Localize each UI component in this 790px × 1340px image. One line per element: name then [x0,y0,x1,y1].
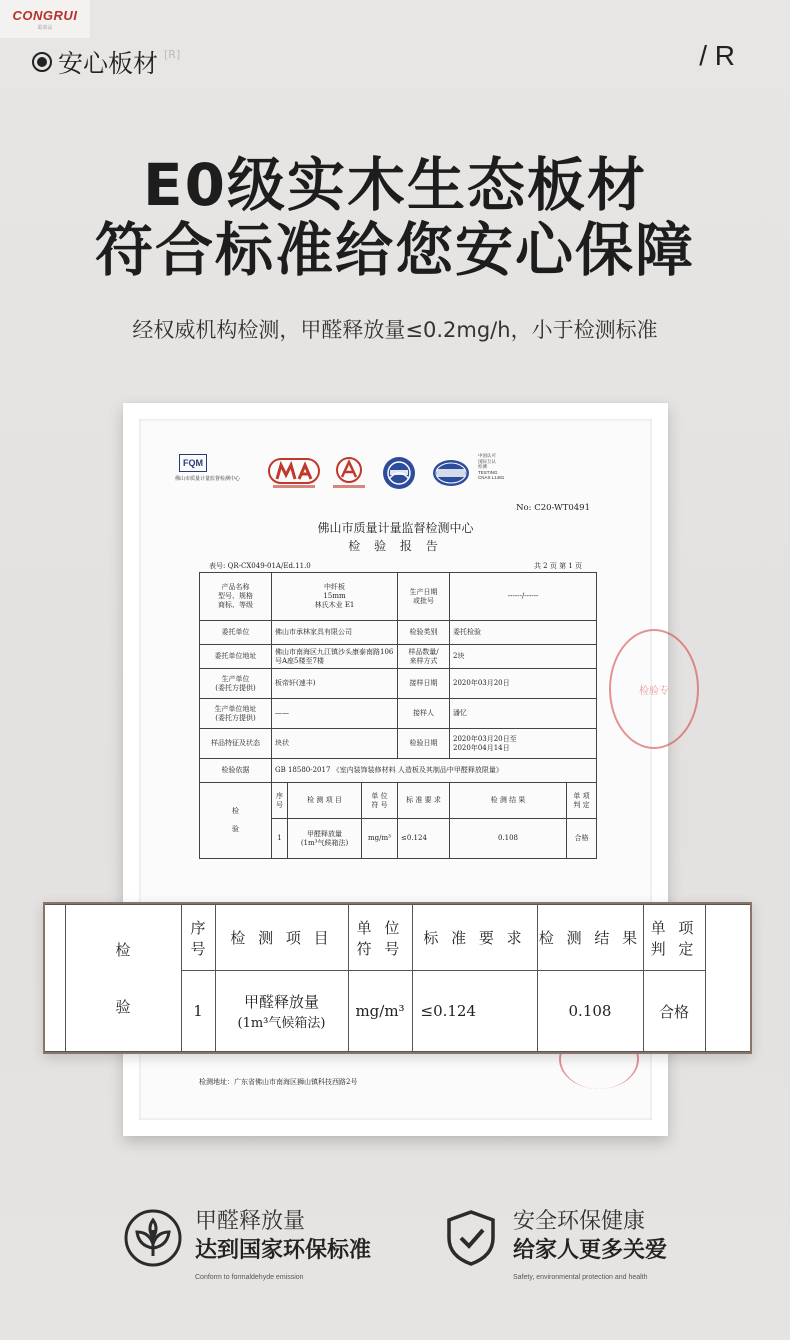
fqm-logo: FQM [179,454,207,472]
section-title: 安心板材 [58,49,159,78]
cell: 样品特征及状态 [200,729,272,759]
section-tag: [R] [164,47,181,61]
shield-check-icon [441,1208,501,1268]
feature-formaldehyde [123,1208,371,1281]
cell: 样品数量/ 来样方式 [398,645,450,669]
cell: 2020年03月20日至 2020年04月14日 [450,729,597,759]
headline-line2: 符合标准给您安心保障 [94,216,695,284]
zoom-item: 甲醛释放量 (1m³气候箱法) [215,971,348,1052]
zoom-result-label: 检 测 结 果 [537,905,643,971]
zoom-right-margin [705,905,750,1052]
zoom-inspect-cell: 检 验 [65,905,181,1052]
cell: GB 18580-2017 《室内装饰装修材料 人造板及其制品中甲醛释放限量》 [272,759,597,783]
cell: 检 测 结 果 [450,783,567,819]
zoom-seq: 1 [181,971,215,1052]
cell: 接样人 [398,699,450,729]
cell: ------/------ [450,573,597,621]
ilac-mra-logo-icon [381,455,417,491]
cell: 产品名称 型号、规格 商标、等级 [200,573,272,621]
cell: 委托检验 [450,621,597,645]
cell: 2块 [450,645,597,669]
cnas-logo-icon [431,455,471,491]
zoom-item-label: 检 测 项 目 [215,905,348,971]
feature-1-en: Conform to formaldehyde emission [195,1274,304,1281]
zoom-unit: mg/m³ [348,971,412,1052]
red-stamp: 检验专 [609,629,699,749]
zoomed-result-table [43,902,752,1054]
page-number: 共 2 页 第 1 页 [533,562,582,570]
fqm-sub: 佛山市质量计量监督检测中心 [175,476,241,482]
feature-1-line1: 甲醛释放量 [195,1209,306,1234]
form-number: 表号: QR-CX049-01A/Ed.11.0 [209,562,311,570]
brand-logo [0,0,90,38]
cell: —— [272,699,398,729]
cell: 检验类别 [398,621,450,645]
cell: 单 位 符 号 [362,783,398,819]
brand-sub: 聪睿品 [37,24,53,31]
corner-mark: / R [699,40,735,71]
cma-logo-icon [267,455,321,491]
cell: 标 准 要 求 [398,783,450,819]
feature-1-line2: 达到国家环保标准 [195,1238,372,1263]
cell: 板帝轩(速丰) [272,669,398,699]
headline-line1: E0级实木生态板材 [143,151,647,219]
zoom-verdict: 合格 [643,971,705,1052]
cnas-text: 中国认可 国际互认 检测 TESTING CNAS L1481 [478,453,505,480]
cell: ≤0.124 [398,819,450,859]
cal-logo-icon [329,455,369,491]
subline: 经权威机构检测，甲醛释放量≤0.2mg/h，小于检测标准 [132,318,658,342]
report-number: No: C20-WT0491 [516,503,590,513]
zoom-left-margin [45,905,65,1052]
brand-name: CONGRUI [12,7,78,23]
zoom-table [45,904,750,1052]
feature-2-en: Safety, environmental protection and health [513,1274,648,1281]
zoom-std: ≤0.124 [412,971,537,1052]
cell: 块状 [272,729,398,759]
cell: 1 [272,819,288,859]
cell: 佛山市承林家具有限公司 [272,621,398,645]
cell: 单 项 判 定 [567,783,597,819]
cell: 检 验 [200,783,272,859]
cell: 佛山市南海区九江镇沙头康泰南路106号A座5楼至7楼 [272,645,398,669]
cell: 2020年03月20日 [450,669,597,699]
section-header [32,44,180,80]
cell: mg/m³ [362,819,398,859]
cell: 甲醛释放量 (1m³气候箱法) [288,819,362,859]
report-title: 检 验 报 告 [348,539,443,553]
cell: 检验日期 [398,729,450,759]
zoom-seq-label: 序 号 [181,905,215,971]
zoom-unit-label: 单 位 符 号 [348,905,412,971]
cell: 委托单位 [200,621,272,645]
feature-2-line1: 安全环保健康 [513,1209,646,1234]
zoom-std-label: 标 准 要 求 [412,905,537,971]
feature-2-line2: 给家人更多关爱 [513,1238,668,1263]
cell: 生产日期 或批号 [398,573,450,621]
cell: 检验依据 [200,759,272,783]
cell: 生产单位 (委托方提供) [200,669,272,699]
report-table [199,572,597,859]
cell: 接样日期 [398,669,450,699]
feature-safety [441,1208,667,1281]
test-address: 检测地址：广东省佛山市南海区狮山镇科技西路2号 [199,1078,358,1086]
cell: 中纤板 15mm 林氏木业 E1 [272,573,398,621]
cell: 0.108 [450,819,567,859]
zoom-result: 0.108 [537,971,643,1052]
cell: 合格 [567,819,597,859]
cell: 潘忆 [450,699,597,729]
cell: 序 号 [272,783,288,819]
leaf-icon [123,1208,183,1268]
zoom-verdict-label: 单 项 判 定 [643,905,705,971]
radio-dot-icon [32,52,52,72]
cell: 生产单位地址 (委托方提供) [200,699,272,729]
report-issuer: 佛山市质量计量监督检测中心 [317,521,474,535]
cell: 委托单位地址 [200,645,272,669]
cell: 检 测 项 目 [288,783,362,819]
